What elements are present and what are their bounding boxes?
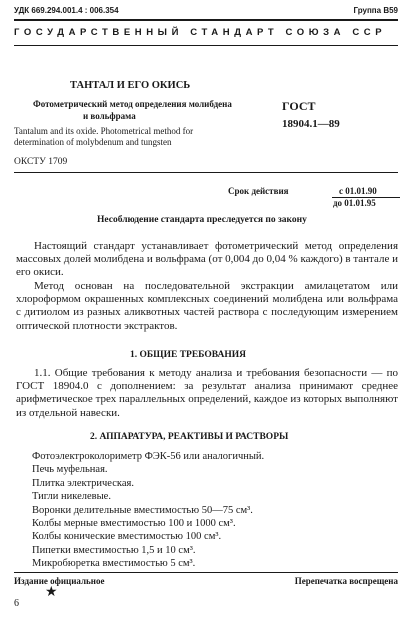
- equipment-item: Колбы мерные вместимостью 100 и 1000 см³.: [32, 518, 236, 530]
- section-1-paragraph: 1.1. Общие требования к методу анализа и требования безопасности — по ГОСТ 18904.0 с дополнением: за результат анализа принимают среднее арифметическое трех параллельных определений, каждое из которых выполняют из отдельной навески.: [16, 367, 398, 419]
- equipment-list: [32, 450, 264, 571]
- equipment-item: Тигли никелевые.: [32, 491, 111, 503]
- state-standard-heading: ГОСУДАРСТВЕННЫЙ СТАНДАРТ СОЮЗА ССР: [14, 27, 387, 38]
- equipment-item: Воронки делительные вместимостью 50—75 см³.: [32, 504, 253, 516]
- star-icon: ★: [45, 585, 58, 600]
- okstu-code: ОКСТУ 1709: [14, 157, 68, 167]
- equipment-item: Микробюретка вместимостью 5 см³.: [32, 558, 196, 570]
- reprint-notice: Перепечатка воспрещена: [294, 576, 398, 586]
- equipment-item: Плитка электрическая.: [32, 477, 134, 489]
- intro-paragraph-2: Метод основан на последовательной экстракции амилацетатом или хлороформом окрашенных комплексных соединений молибдена или вольфрама с дитиолом из разных аликвотных частей раствора с последующим измерением оптической плотности экстрактов.: [16, 280, 398, 332]
- english-title-line1: Tantalum and its oxide. Photometrical method for: [14, 126, 194, 136]
- equipment-item: Печь муфельная.: [32, 464, 108, 476]
- equipment-item: Колбы конические вместимостью 100 см³.: [32, 531, 222, 543]
- title-block-rule: [14, 172, 398, 173]
- validity-label: Срок действия: [228, 186, 289, 196]
- document-title: ТАНТАЛ И ЕГО ОКИСЬ: [70, 80, 191, 91]
- header-rule: [14, 19, 398, 21]
- intro-paragraph-1: Настоящий стандарт устанавливает фотометрический метод определения массовых долей молибдена и вольфрама (от 0,004 до 0,04 % каждого) в тантале и его окиси.: [16, 240, 398, 279]
- validity-to: до 01.01.95: [333, 198, 376, 208]
- footer-rule: [14, 572, 398, 573]
- document-subtitle-line1: Фотометрический метод определения молибдена: [33, 99, 232, 109]
- official-edition: Издание официальное: [14, 576, 105, 586]
- equipment-item: Пипетки вместимостью 1,5 и 10 см³.: [32, 544, 196, 556]
- gost-label: ГОСТ: [282, 99, 316, 113]
- section-1-heading: 1. ОБЩИЕ ТРЕБОВАНИЯ: [130, 350, 247, 360]
- english-title-line2: determination of molybdenum and tungsten: [14, 137, 172, 147]
- header-rule-bottom: [14, 45, 398, 46]
- legal-notice: Несоблюдение стандарта преследуется по закону: [97, 215, 307, 225]
- document-subtitle-line2: и вольфрама: [83, 111, 136, 121]
- group-code: Группа В59: [353, 6, 398, 15]
- udk-code: УДК 669.294.001.4 : 006.354: [14, 6, 119, 15]
- gost-number: 18904.1—89: [282, 118, 340, 130]
- section-2-heading: 2. АППАРАТУРА, РЕАКТИВЫ И РАСТВОРЫ: [90, 432, 289, 442]
- validity-from: с 01.01.90: [339, 186, 377, 196]
- page-number: 6: [14, 598, 19, 609]
- equipment-item: Фотоэлектроколориметр ФЭК-56 или аналогичный.: [32, 451, 265, 462]
